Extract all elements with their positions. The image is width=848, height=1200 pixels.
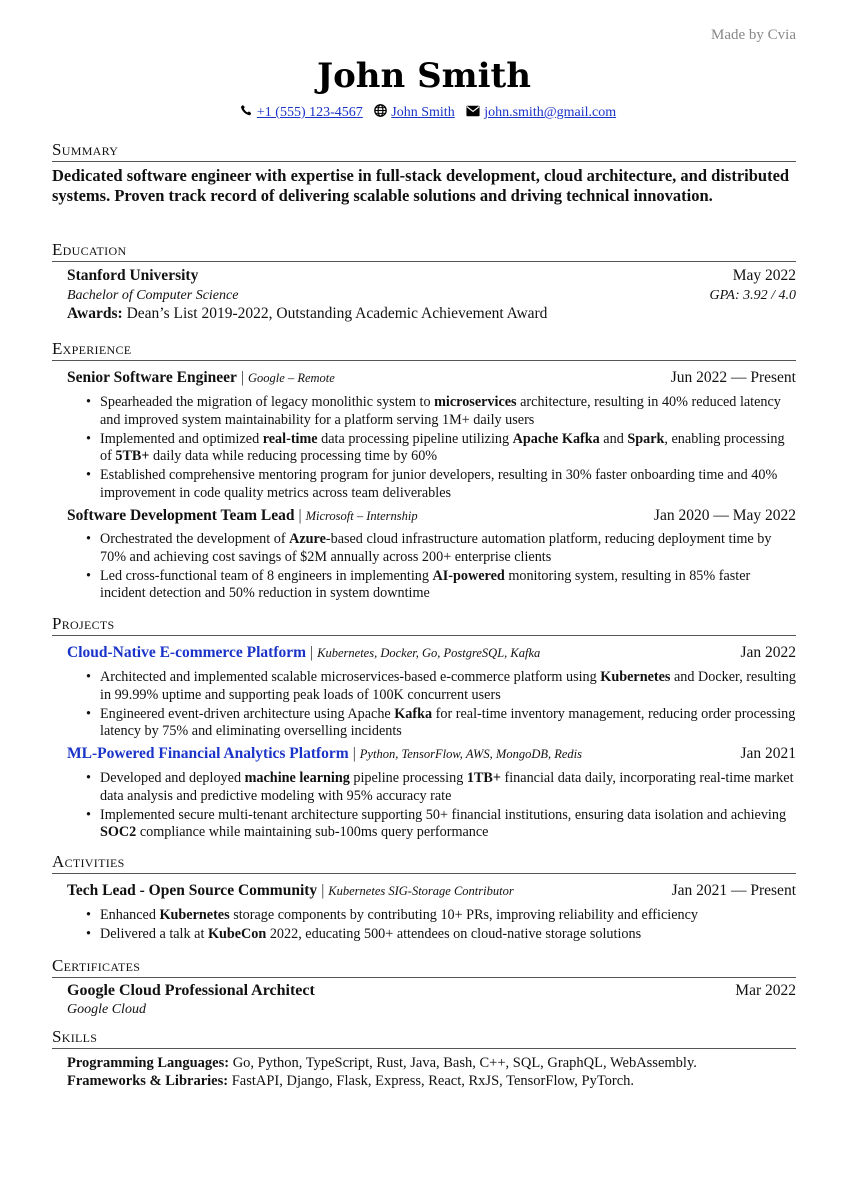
bullet-text: Orchestrated the development of <box>100 531 290 547</box>
skills-frameworks-list: FastAPI, Django, Flask, Express, React, RxJS, TensorFlow, PyTorch. <box>228 1073 635 1089</box>
bullet-text: Established comprehensive mentoring program for junior developers, resulting in 30% faster onboarding time and 40% improvement in code quality metrics across team deliverables <box>100 467 778 501</box>
bullet-text: daily data while reducing processing time by 60% <box>149 448 438 464</box>
bullet-emphasis: 5TB+ <box>115 448 150 464</box>
bullet-text: Delivered a talk at <box>100 926 208 942</box>
envelope-icon <box>466 105 480 117</box>
activity-header: Tech Lead - Open Source Community | Kubernetes SIG-Storage Contributor Jan 2021 — Present <box>67 882 796 899</box>
activities-heading: Activities <box>52 852 796 874</box>
skills-languages-label: Programming Languages: <box>67 1055 230 1071</box>
bullet-emphasis: SOC2 <box>100 824 137 840</box>
skills-frameworks-label: Frameworks & Libraries: <box>67 1073 229 1089</box>
bullet-text: Architected and implemented scalable microservices-based e-commerce platform using <box>100 669 601 685</box>
awards-label: Awards: <box>67 305 123 322</box>
education-heading: Education <box>52 240 796 262</box>
phone-link[interactable]: +1 (555) 123-4567 <box>256 105 363 120</box>
project-stack: Kubernetes, Docker, Go, PostgreSQL, Kafka <box>317 646 541 660</box>
skills-languages <box>67 1054 796 1072</box>
bullet-text: Implemented secure multi-tenant architecture supporting 50+ financial institutions, ensuring data isolation and achieving <box>100 806 787 823</box>
bullet-emphasis: Azure <box>289 531 326 547</box>
project-name[interactable]: Cloud-Native E-commerce Platform <box>67 644 307 661</box>
project-name[interactable]: ML-Powered Financial Analytics Platform <box>67 745 349 762</box>
project-stack: Python, TensorFlow, AWS, MongoDB, Redis <box>359 747 583 761</box>
bullet-emphasis: Kubernetes <box>159 907 230 923</box>
bullet-text: -based cloud infrastructure automation platform, reducing deployment time by 70% and achieving cost savings of $2M annually across 200+ enterprise clients <box>100 531 772 565</box>
bullet-item <box>82 394 796 429</box>
bullet-text: for real-time inventory management, reducing order processing latency by 75% and eliminating overselling incidents <box>100 705 796 739</box>
education-row <box>67 267 796 285</box>
bullet-item <box>82 669 796 704</box>
skills-frameworks <box>67 1072 796 1090</box>
bullet-text: storage components by contributing 10+ PRs, improving reliability and efficiency <box>229 907 698 923</box>
job-date: Jun 2022 — Present <box>670 369 796 386</box>
certificate-issuer: Google Cloud <box>67 1002 146 1017</box>
project-header: ML-Powered Financial Analytics Platform | Python, TensorFlow, AWS, MongoDB, Redis Jan 2021 <box>67 745 796 762</box>
job-bullets <box>82 394 796 504</box>
bullet-item <box>82 770 796 805</box>
certificate-row <box>67 982 796 1000</box>
job-role: Senior Software Engineer <box>67 369 237 386</box>
job-header: Senior Software Engineer | Google – Remote Jun 2022 — Present <box>67 369 796 386</box>
bullet-text: , enabling processing of <box>100 430 785 464</box>
bullet-text: monitoring system, resulting in 85% faster incident detection and 50% reduction in system downtime <box>100 567 751 601</box>
bullet-text: Engineered event-driven architecture using Apache <box>100 705 395 722</box>
degree: Bachelor of Computer Science <box>67 288 239 303</box>
project-date: Jan 2021 <box>740 745 796 762</box>
job-bullets <box>82 531 796 604</box>
bullet-text: and <box>599 430 628 447</box>
bullet-item <box>82 531 796 566</box>
email-link[interactable]: john.smith@gmail.com <box>484 105 617 120</box>
bullet-item <box>82 706 796 741</box>
bullet-text: 2022, educating 500+ attendees on cloud-native storage solutions <box>266 926 642 942</box>
activity-date: Jan 2021 — Present <box>671 882 796 899</box>
globe-icon <box>374 104 387 117</box>
job-header: Software Development Team Lead | Microsoft – Internship Jan 2020 — May 2022 <box>67 507 796 524</box>
bullet-item <box>82 467 796 502</box>
activity-role: Tech Lead - Open Source Community <box>67 882 318 899</box>
bullet-emphasis: microservices <box>434 394 517 410</box>
skills-languages-list: Go, Python, TypeScript, Rust, Java, Bash, C++, SQL, GraphQL, WebAssembly. <box>229 1055 697 1071</box>
bullet-emphasis: Spark <box>627 430 665 447</box>
bullet-text: and Docker, resulting in 99.99% uptime and supporting peak loads of 100K concurrent users <box>100 669 796 703</box>
project-bullets <box>82 669 796 742</box>
project-bullets <box>82 770 796 843</box>
bullet-text: Spearheaded the migration of legacy monolithic system to <box>100 394 435 410</box>
website-link[interactable]: John Smith <box>391 105 455 120</box>
summary-text: Dedicated software engineer with expertise in full-stack development, cloud architecture, and distributed systems. Proven track record of delivering scalable solutions and driving technical innovation. <box>52 166 790 205</box>
bullet-item <box>82 907 796 925</box>
bullet-text: Led cross-functional team of 8 engineers in implementing <box>100 567 433 584</box>
activity-bullets <box>82 907 796 945</box>
bullet-text: Enhanced <box>100 907 160 923</box>
awards-line <box>67 305 796 323</box>
degree-row <box>67 288 796 304</box>
school-name: Stanford University <box>67 267 199 284</box>
graduation-date: May 2022 <box>732 267 796 284</box>
bullet-item <box>82 926 796 944</box>
phone-icon <box>240 104 253 117</box>
bullet-text: architecture, resulting in 40% reduced latency and improved system maintainability for a platform serving 1M+ daily users <box>100 394 781 428</box>
bullet-emphasis: 1TB+ <box>466 770 501 786</box>
candidate-name: John Smith <box>317 56 531 96</box>
bullet-text: Implemented and optimized <box>100 430 263 447</box>
bullet-text: compliance while maintaining sub-100ms query performance <box>136 824 489 840</box>
activity-org: Kubernetes SIG-Storage Contributor <box>328 884 514 898</box>
bullet-item <box>82 807 796 842</box>
projects-heading: Projects <box>52 614 796 636</box>
job-company: Microsoft – Internship <box>305 509 418 523</box>
bullet-emphasis: Kubernetes <box>600 669 671 685</box>
experience-heading: Experience <box>52 339 796 361</box>
bullet-item <box>82 568 796 603</box>
gpa: GPA: 3.92 / 4.0 <box>709 288 796 303</box>
bullet-item <box>82 431 796 466</box>
project-header: Cloud-Native E-commerce Platform | Kubernetes, Docker, Go, PostgreSQL, Kafka Jan 2022 <box>67 644 796 661</box>
bullet-text: financial data daily, incorporating real-time market data analysis and predictive modeling with 95% accuracy rate <box>100 770 794 804</box>
summary-heading: Summary <box>52 140 796 162</box>
certificate-name: Google Cloud Professional Architect <box>67 982 315 999</box>
job-role: Software Development Team Lead <box>67 507 295 524</box>
project-date: Jan 2022 <box>740 644 796 661</box>
certificates-heading: Certificates <box>52 956 796 978</box>
awards-text: Dean’s List 2019-2022, Outstanding Academic Achievement Award <box>122 305 548 322</box>
bullet-emphasis: KubeCon <box>207 926 267 942</box>
bullet-emphasis: Apache Kafka <box>512 430 600 447</box>
bullet-emphasis: AI-powered <box>432 567 505 584</box>
bullet-text: Developed and deployed <box>100 770 245 786</box>
job-company: Google – Remote <box>248 371 335 385</box>
made-by-credit: Made by Cvia <box>711 27 796 43</box>
bullet-emphasis: real-time <box>262 430 318 447</box>
bullet-text: pipeline processing <box>349 770 467 786</box>
bullet-emphasis: Kafka <box>394 705 433 722</box>
skills-heading: Skills <box>52 1027 796 1049</box>
job-date: Jan 2020 — May 2022 <box>653 507 796 524</box>
contact-line <box>52 104 796 121</box>
bullet-text: data processing pipeline utilizing <box>317 430 513 447</box>
bullet-emphasis: machine learning <box>244 770 350 786</box>
certificate-date: Mar 2022 <box>735 982 796 999</box>
